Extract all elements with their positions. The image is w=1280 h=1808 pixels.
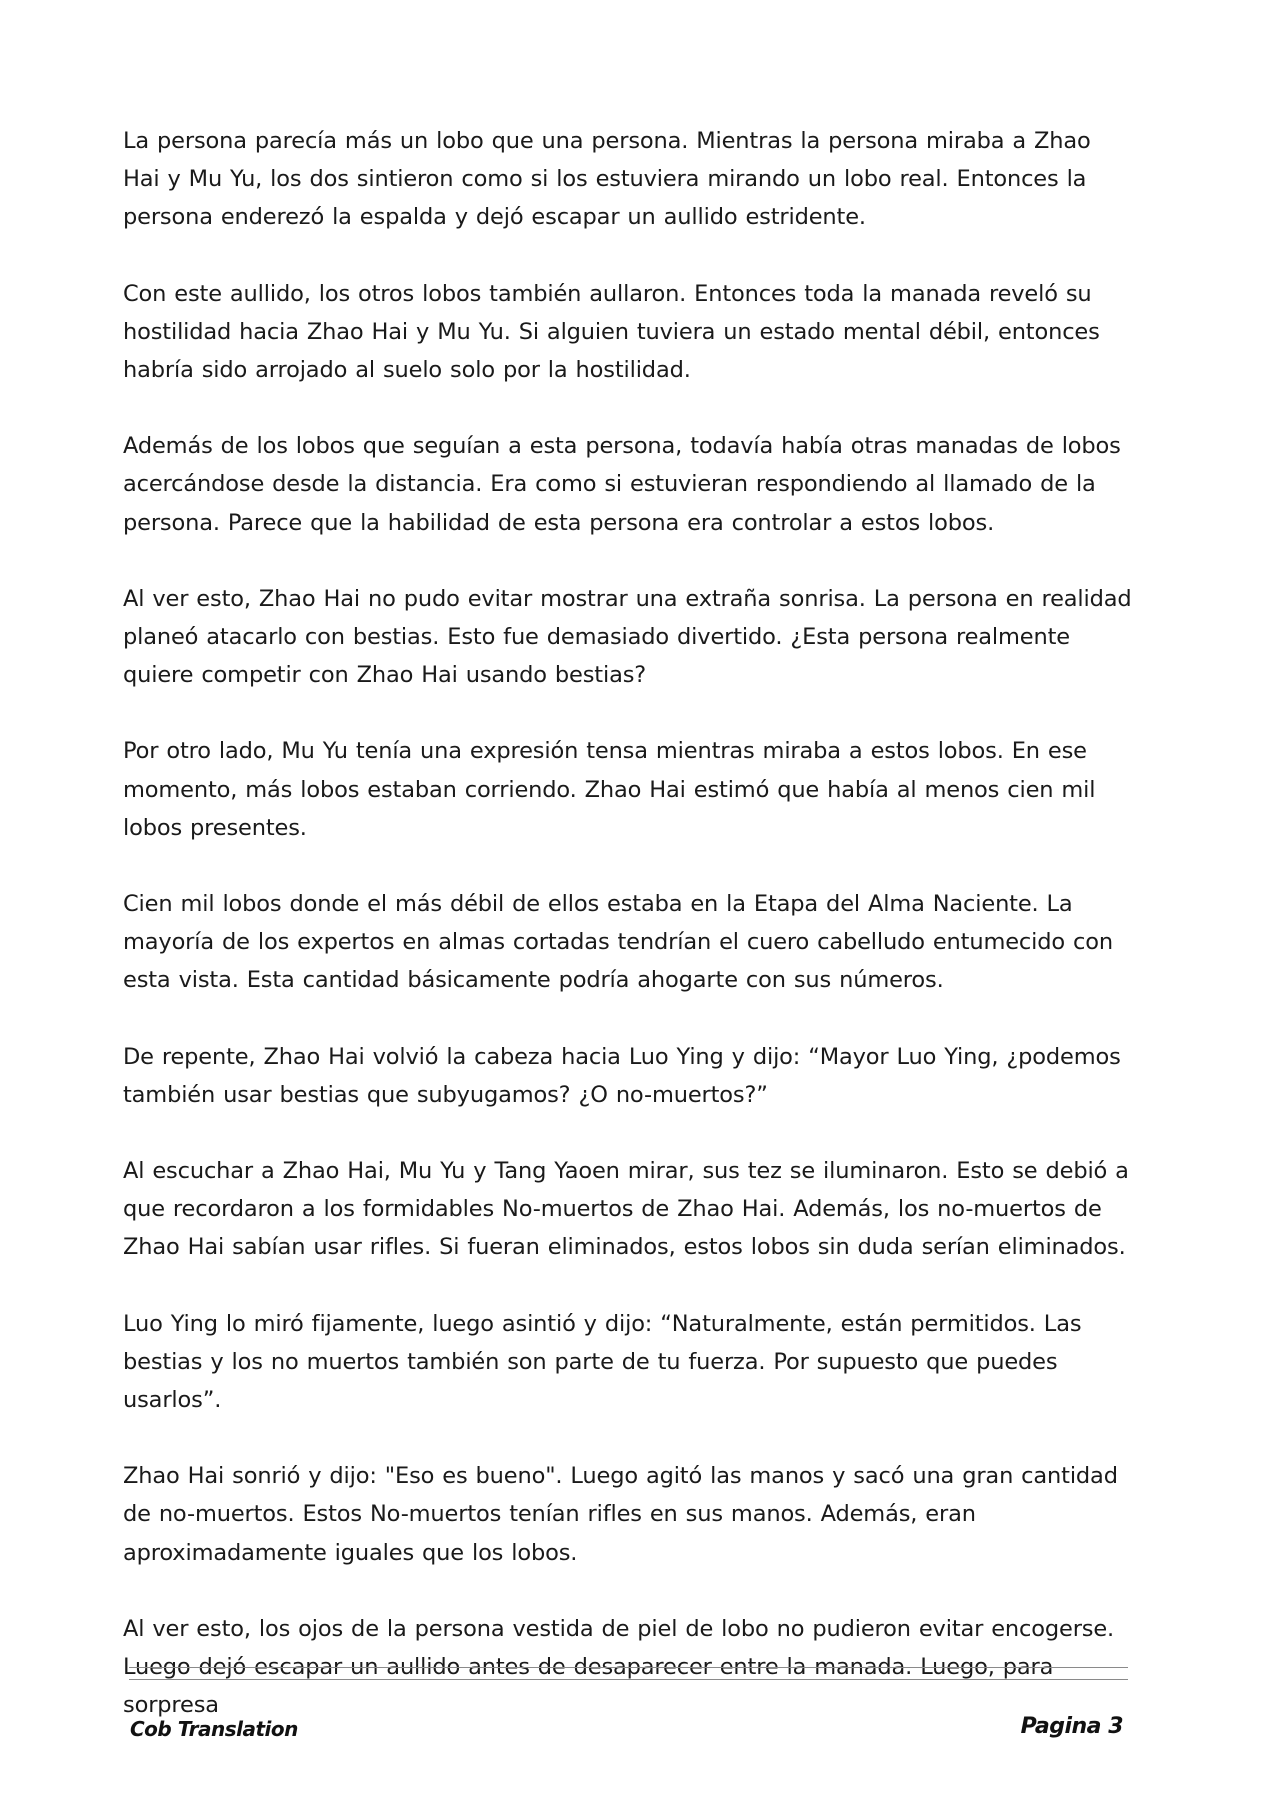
footer-divider: [129, 1667, 1128, 1668]
paragraph: De repente, Zhao Hai volvió la cabeza hacia Luo Ying y dijo: “Mayor Luo Ying, ¿podemos también usar bestias que subyugamos? ¿O no-muertos?”: [123, 1043, 1121, 1108]
paragraph: Además de los lobos que seguían a esta persona, todavía había otras manadas de lobos acercándose desde la distancia. Era como si estuvieran respondiendo al llamado de la persona. Parece que la habilidad de esta persona era controlar a estos lobos.: [123, 433, 1121, 536]
paragraph: Cien mil lobos donde el más débil de ellos estaba en la Etapa del Alma Naciente. La mayoría de los expertos en almas cortadas tendrían el cuero cabelludo entumecido con esta vista. Esta cantidad básicamente podría ahogarte con sus números.: [123, 891, 1113, 994]
paragraph: Con este aullido, los otros lobos también aullaron. Entonces toda la manada reveló su hostilidad hacia Zhao Hai y Mu Yu. Si alguien tuviera un estado mental débil, entonces habría sido arrojado al suelo solo por la hostilidad.: [123, 280, 1100, 384]
footer-divider: [129, 1679, 1128, 1680]
page-number: Pagina 3: [1020, 1714, 1123, 1739]
paragraph: Zhao Hai sonrió y dijo: "Eso es bueno". Luego agitó las manos y sacó una gran cantidad de no-muertos. Estos No-muertos tenían rifles en sus manos. Además, eran aproximadamente iguales que los lobos.: [123, 1463, 1118, 1566]
paragraph: Luo Ying lo miró fijamente, luego asintió y dijo: “Naturalmente, están permitidos. Las bestias y los no muertos también son parte de tu fuerza. Por supuesto que puedes usarlos”.: [123, 1310, 1082, 1414]
paragraph: La persona parecía más un lobo que una persona. Mientras la persona miraba a Zhao Hai y Mu Yu, los dos sintieron como si los estuviera mirando un lobo real. Entonces la persona enderezó la espalda y dejó escapar un aullido estridente.: [123, 128, 1091, 231]
paragraph: Por otro lado, Mu Yu tenía una expresión tensa mientras miraba a estos lobos. En ese momento, más lobos estaban corriendo. Zhao Hai estimó que había al menos cien mil lobos presentes.: [123, 738, 1096, 841]
body-text: [123, 122, 1133, 1763]
footer-source: Cob Translation: [130, 1717, 298, 1741]
paragraph: Al escuchar a Zhao Hai, Mu Yu y Tang Yaoen mirar, sus tez se iluminaron. Esto se debió a que recordaron a los formidables No-muertos de Zhao Hai. Además, los no-muertos de Zhao Hai sabían usar rifles. Si fueran eliminados, estos lobos sin duda serían eliminados.: [123, 1158, 1129, 1261]
paragraph: Al ver esto, Zhao Hai no pudo evitar mostrar una extraña sonrisa. La persona en realidad planeó atacarlo con bestias. Esto fue demasiado divertido. ¿Esta persona realmente quiere competir con Zhao Hai usando bestias?: [123, 585, 1132, 689]
paragraph: Al ver esto, los ojos de la persona vestida de piel de lobo no pudieron evitar encogerse. Luego dejó escapar un aullido antes de desaparecer entre la manada. Luego, para sorpresa: [123, 1615, 1115, 1719]
